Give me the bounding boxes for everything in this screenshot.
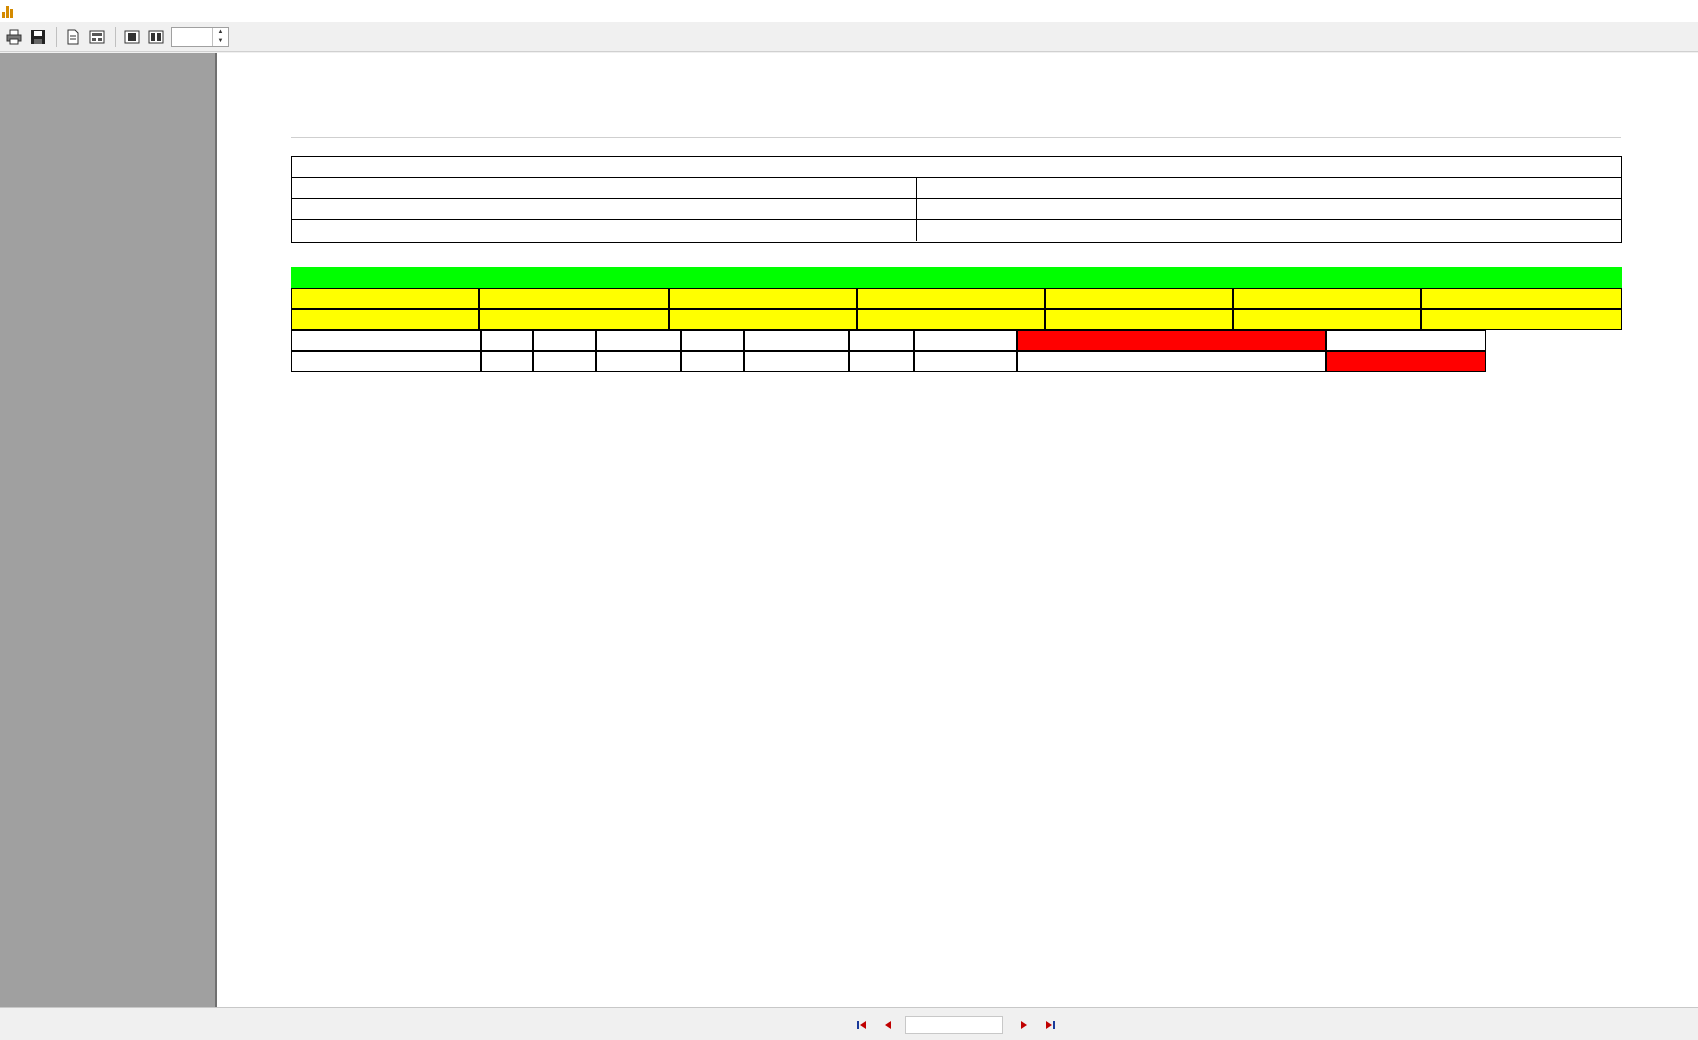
marker-cell [849,351,914,372]
detail-column-header [533,330,596,351]
print-icon[interactable] [3,26,25,48]
toolbar-separator [56,27,57,47]
report-page [215,53,1698,1007]
detail-column-header [849,330,914,351]
entry-row [217,309,1698,330]
detail-header-row [217,330,1698,351]
last-page-icon[interactable] [1041,1016,1059,1034]
page-setup-icon[interactable] [62,26,84,48]
user-cell [292,220,917,241]
next-page-icon[interactable] [1015,1016,1033,1034]
column-header [1233,288,1421,309]
entry-user-cell [857,309,1045,330]
comments-cell [1326,351,1486,372]
entry-header-row [217,288,1698,309]
size-cell [481,351,533,372]
zoom-spin-buttons[interactable] [212,28,228,46]
current-value-label [291,351,481,372]
preview-margin-panel [0,53,215,1007]
column-header [1421,288,1622,309]
height-cell [533,351,596,372]
ht-ratio-cell [596,351,681,372]
report-info-box [291,156,1622,243]
prev-page-icon[interactable] [879,1016,897,1034]
detail-column-header [1326,330,1486,351]
entry-module-cell [1233,309,1421,330]
detail-column-header [681,330,744,351]
zoom-input[interactable] [172,28,212,46]
first-page-icon[interactable] [853,1016,871,1034]
entry-edit-time-cell [479,309,669,330]
ar-ratio-cell [744,351,849,372]
entry-recover-cell [1421,309,1622,330]
one-page-icon[interactable] [121,26,143,48]
current-value-row [217,351,1698,372]
entry-organization-cell [669,309,857,330]
column-header [1045,288,1233,309]
entry-operation-cell [1045,309,1233,330]
info-row-project [292,199,1621,220]
export-icon[interactable] [86,26,108,48]
project-cell [292,199,917,219]
info-row-allele-report [292,157,1621,178]
detail-column-header [481,330,533,351]
toolbar-separator [115,27,116,47]
zoom-down-icon[interactable]: ▼ [217,37,224,44]
column-header [291,288,479,309]
column-header [669,288,857,309]
header-rule [291,137,1621,138]
entry-no-cell [291,309,479,330]
zoom-stepper[interactable] [171,27,229,47]
save-icon[interactable] [27,26,49,48]
detail-column-header [596,330,681,351]
software-cell [292,178,917,198]
allele-cell [914,351,1017,372]
allele-report-cell [292,157,1621,177]
status-bar [0,1007,1698,1040]
info-row-software [292,178,1621,199]
detail-column-header [744,330,849,351]
column-header [857,288,1045,309]
difference-cell [1017,351,1326,372]
detail-column-header [1017,330,1326,351]
sample-header-bar [291,267,1622,288]
app-chart-icon [2,4,14,18]
info-row-user [292,220,1621,241]
panel-cell [917,199,933,219]
multi-page-icon[interactable] [145,26,167,48]
page-indicator [905,1016,1003,1034]
template-cell [917,178,933,198]
area-cell [681,351,744,372]
toolbar [0,22,1698,52]
title-bar [0,0,1698,22]
page-navigation [853,1016,1059,1034]
detail-column-header [914,330,1017,351]
close-button[interactable] [251,35,263,39]
column-header [479,288,669,309]
zoom-up-icon[interactable]: ▲ [217,28,224,35]
detail-column-header [291,330,481,351]
